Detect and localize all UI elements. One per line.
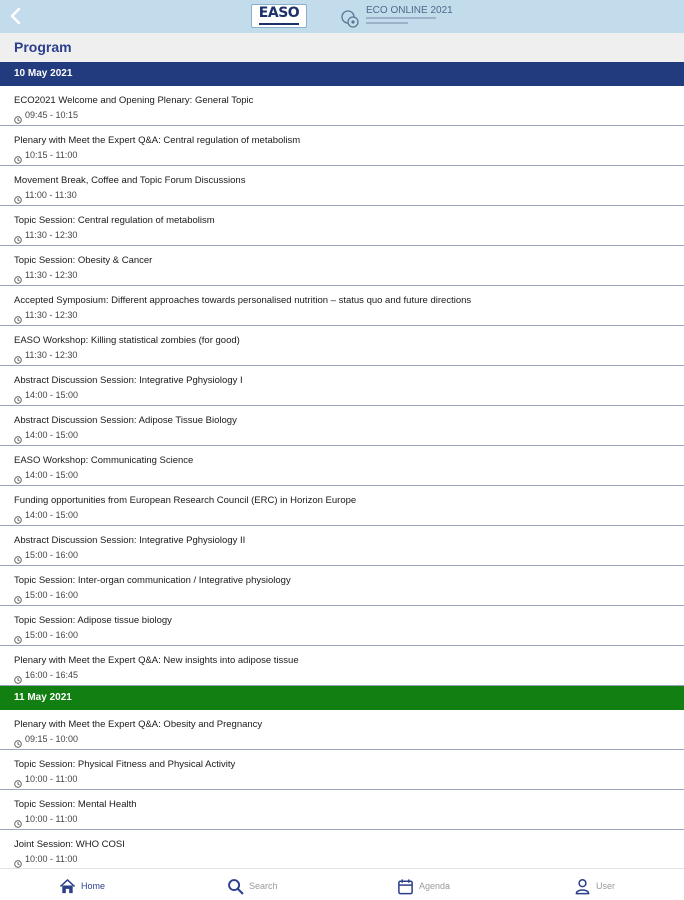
eco-logo-text: ECO ONLINE 2021 (366, 5, 453, 16)
session-row[interactable] (0, 830, 684, 868)
session-title: Abstract Discussion Session: Integrative Pghysiology II (14, 535, 246, 546)
session-time: 15:00 - 16:00 (25, 630, 79, 640)
tab-bar (0, 868, 684, 900)
clock-icon (14, 511, 22, 519)
session-title: Joint Session: WHO COSI (14, 839, 125, 850)
clock-icon (14, 111, 22, 119)
clock-icon (14, 471, 22, 479)
session-row[interactable] (0, 566, 684, 606)
clock-icon (14, 311, 22, 319)
session-title: Topic Session: Central regulation of metabolism (14, 215, 215, 226)
session-time: 10:15 - 11:00 (25, 150, 78, 160)
clock-icon (14, 591, 22, 599)
clock-icon (14, 735, 22, 743)
session-title: Topic Session: Inter-organ communication / Integrative physiology (14, 575, 291, 586)
session-time: 14:00 - 15:00 (25, 430, 79, 440)
session-title: Abstract Discussion Session: Adipose Tissue Biology (14, 415, 237, 426)
session-row[interactable] (0, 406, 684, 446)
clock-icon (14, 551, 22, 559)
program-header (0, 33, 684, 62)
session-row[interactable] (0, 606, 684, 646)
session-title: Abstract Discussion Session: Integrative Pghysiology I (14, 375, 243, 386)
session-time: 15:00 - 16:00 (25, 550, 79, 560)
easo-logo-text: EASO (258, 5, 300, 21)
session-row[interactable] (0, 710, 684, 750)
session-title: Accepted Symposium: Different approaches towards personalised nutrition – status quo and future directions (14, 295, 472, 306)
session-time: 15:00 - 16:00 (25, 590, 79, 600)
session-title: Movement Break, Coffee and Topic Forum Discussions (14, 175, 246, 186)
session-title: Plenary with Meet the Expert Q&A: New insights into adipose tissue (14, 655, 299, 666)
session-row[interactable] (0, 750, 684, 790)
session-time: 10:00 - 11:00 (25, 814, 78, 824)
eco-online-logo (340, 3, 453, 30)
clock-icon (14, 855, 22, 863)
clock-icon (14, 351, 22, 359)
session-title: Topic Session: Obesity & Cancer (14, 255, 153, 266)
session-row[interactable] (0, 526, 684, 566)
session-row[interactable] (0, 86, 684, 126)
session-row[interactable] (0, 446, 684, 486)
session-title: Funding opportunities from European Research Council (ERC) in Horizon Europe (14, 495, 357, 506)
day-header: 11 May 2021 (0, 686, 684, 710)
clock-icon (14, 271, 22, 279)
clock-icon (14, 431, 22, 439)
session-time: 11:30 - 12:30 (25, 230, 78, 240)
session-title: EASO Workshop: Killing statistical zombies (for good) (14, 335, 240, 346)
clock-icon (14, 231, 22, 239)
session-title: Plenary with Meet the Expert Q&A: Obesity and Pregnancy (14, 719, 263, 730)
home-icon (59, 878, 76, 895)
session-row[interactable] (0, 646, 684, 686)
session-title: EASO Workshop: Communicating Science (14, 455, 194, 466)
tab-home[interactable] (59, 869, 169, 900)
tab-label: User (596, 881, 616, 891)
top-bar (0, 0, 684, 33)
tab-agenda[interactable] (397, 869, 477, 900)
session-row[interactable] (0, 206, 684, 246)
tab-label: Agenda (419, 881, 451, 891)
session-time: 11:00 - 11:30 (25, 190, 77, 200)
session-title: ECO2021 Welcome and Opening Plenary: General Topic (14, 95, 254, 106)
clock-icon (14, 151, 22, 159)
day-header: 10 May 2021 (0, 62, 684, 86)
session-time: 14:00 - 15:00 (25, 510, 79, 520)
clock-icon (14, 631, 22, 639)
program-list[interactable] (0, 62, 684, 868)
session-time: 09:15 - 10:00 (25, 734, 79, 744)
clock-icon (14, 391, 22, 399)
session-row[interactable] (0, 166, 684, 206)
session-time: 14:00 - 15:00 (25, 390, 79, 400)
tab-label: Search (249, 881, 278, 891)
session-title: Plenary with Meet the Expert Q&A: Central regulation of metabolism (14, 135, 301, 146)
tab-user[interactable] (574, 869, 634, 900)
tab-search[interactable] (227, 869, 307, 900)
session-row[interactable] (0, 366, 684, 406)
session-row[interactable] (0, 246, 684, 286)
clock-icon (14, 815, 22, 823)
session-row[interactable] (0, 126, 684, 166)
calendar-icon (397, 878, 414, 895)
session-row[interactable] (0, 286, 684, 326)
easo-logo (251, 4, 307, 28)
session-time: 16:00 - 16:45 (25, 670, 79, 680)
session-time: 14:00 - 15:00 (25, 470, 79, 480)
session-row[interactable] (0, 790, 684, 830)
clock-icon (14, 191, 22, 199)
page-title: Program (14, 39, 72, 55)
user-icon (574, 878, 591, 895)
session-row[interactable] (0, 486, 684, 526)
session-time: 11:30 - 12:30 (25, 350, 78, 360)
session-time: 11:30 - 12:30 (25, 310, 78, 320)
session-time: 11:30 - 12:30 (25, 270, 78, 280)
session-time: 10:00 - 11:00 (25, 854, 78, 864)
clock-icon (14, 671, 22, 679)
clock-icon (14, 775, 22, 783)
back-chevron-icon[interactable] (6, 6, 26, 26)
tab-label: Home (81, 881, 106, 891)
session-row[interactable] (0, 326, 684, 366)
session-time: 10:00 - 11:00 (25, 774, 78, 784)
session-title: Topic Session: Physical Fitness and Physical Activity (14, 759, 236, 770)
session-title: Topic Session: Adipose tissue biology (14, 615, 172, 626)
eco-logo-mark-icon (340, 9, 360, 29)
session-time: 09:45 - 10:15 (25, 110, 79, 120)
search-icon (227, 878, 244, 895)
session-title: Topic Session: Mental Health (14, 799, 137, 810)
